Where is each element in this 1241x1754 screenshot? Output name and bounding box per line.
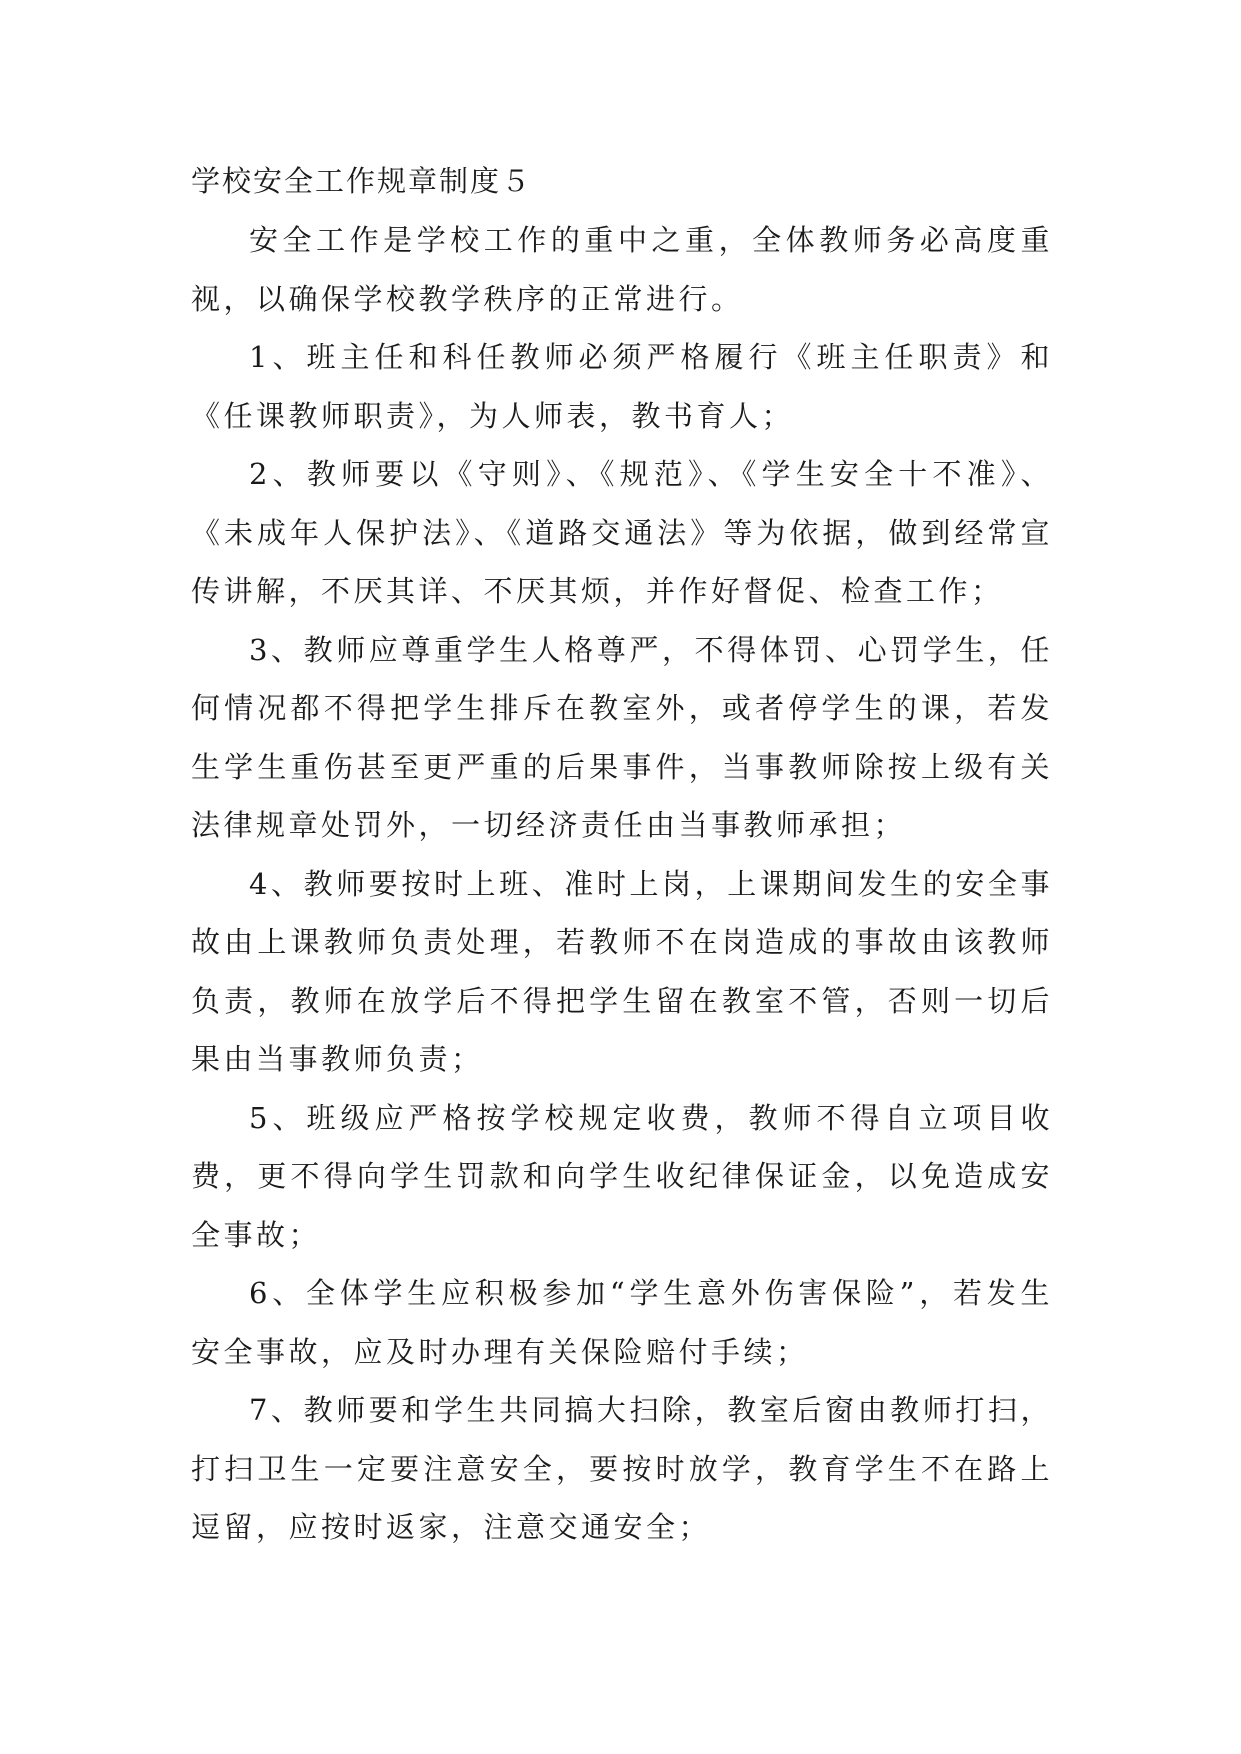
- rule-item-7: 7、教师要和学生共同搞大扫除，教室后窗由教师打扫，打扫卫生一定要注意安全，要按时放学，教育学生不在路上逗留，应按时返家，注意交通安全；: [191, 1393, 1053, 1544]
- intro-paragraph: 安全工作是学校工作的重中之重，全体教师务必高度重视，以确保学校教学秩序的正常进行。: [191, 223, 1053, 316]
- rule-item-2: 2、教师要以《守则》、《规范》、《学生安全十不准》、《未成年人保护法》、《道路交通法》等为依据，做到经常宣传讲解，不厌其详、不厌其烦，并作好督促、检查工作；: [191, 457, 1053, 608]
- rule-item-5: 5、班级应严格按学校规定收费，教师不得自立项目收费，更不得向学生罚款和向学生收纪律保证金，以免造成安全事故；: [191, 1100, 1053, 1252]
- rule-item-3: 3、教师应尊重学生人格尊严，不得体罚、心罚学生，任何情况都不得把学生排斥在教室外，或者停学生的课，若发生学生重伤甚至更严重的后果事件，当事教师除按上级有关法律规章处罚外，一切经济责任由当事教师承担；: [191, 632, 1053, 842]
- document-title: 学校安全工作规章制度５: [191, 164, 533, 198]
- document-body: [191, 163, 1053, 1557]
- rule-item-6: 6、全体学生应积极参加“学生意外伤害保险”，若发生安全事故，应及时办理有关保险赔付手续；: [191, 1276, 1053, 1369]
- rule-item-1: 1、班主任和科任教师必须严格履行《班主任职责》和《任课教师职责》，为人师表，教书育人；: [191, 340, 1053, 433]
- rule-item-4: 4、教师要按时上班、准时上岗，上课期间发生的安全事故由上课教师负责处理，若教师不在岗造成的事故由该教师负责，教师在放学后不得把学生留在教室不管，否则一切后果由当事教师负责；: [191, 866, 1053, 1076]
